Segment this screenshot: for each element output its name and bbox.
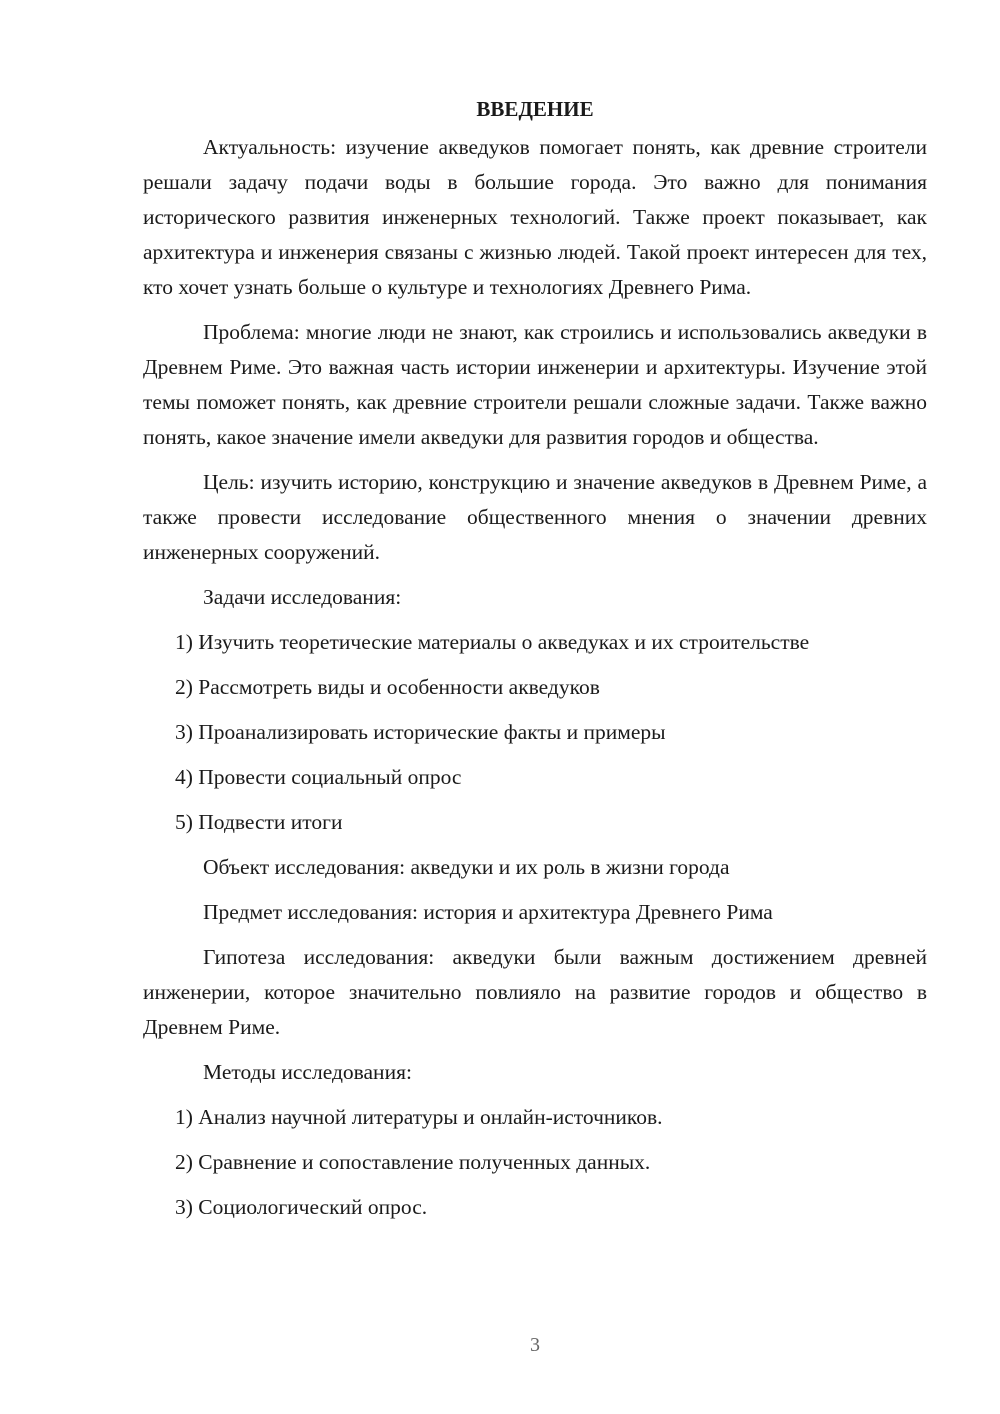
task-item: 5) Подвести итоги xyxy=(175,810,343,834)
method-item: 2) Сравнение и сопоставление полученных данных. xyxy=(175,1150,651,1174)
hypothesis-paragraph: Гипотеза исследования: акведуки были важным достижением древней инженерии, которое значительно повлияло на развитие городов и общество в Древнем Риме. xyxy=(143,945,927,1039)
method-item: 1) Анализ научной литературы и онлайн-источников. xyxy=(175,1105,663,1129)
research-subject: Предмет исследования: история и архитектура Древнего Рима xyxy=(203,900,773,924)
section-heading: ВВЕДЕНИЕ xyxy=(476,97,594,121)
document-body xyxy=(143,92,927,1235)
task-item: 4) Провести социальный опрос xyxy=(175,765,462,789)
research-object: Объект исследования: акведуки и их роль в жизни города xyxy=(203,855,730,879)
task-item: 2) Рассмотреть виды и особенности акведуков xyxy=(175,675,600,699)
page-number: 3 xyxy=(530,1334,540,1356)
methods-title: Методы исследования: xyxy=(203,1060,412,1084)
tasks-title: Задачи исследования: xyxy=(203,585,402,609)
relevance-paragraph: Актуальность: изучение акведуков помогает понять, как древние строители решали задачу подачи воды в большие города. Это важно для понимания исторического развития инженерных технологий. Также проект показывает, как архитектура и инженерия связаны с жизнью людей. Такой проект интересен для тех, кто хочет узнать больше о культуре и технологиях Древнего Рима. xyxy=(143,135,927,299)
problem-paragraph: Проблема: многие люди не знают, как строились и использовались акведуки в Древнем Риме. Это важная часть истории инженерии и архитектуры. Изучение этой темы поможет понять, как древние строители решали сложные задачи. Также важно понять, какое значение имели акведуки для развития городов и общества. xyxy=(143,320,927,449)
goal-paragraph: Цель: изучить историю, конструкцию и значение акведуков в Древнем Риме, а также провести исследование общественного мнения о значении древних инженерных сооружений. xyxy=(143,470,927,564)
task-item: 1) Изучить теоретические материалы о акведуках и их строительстве xyxy=(175,630,810,654)
method-item: 3) Социологический опрос. xyxy=(175,1195,428,1219)
task-item: 3) Проанализировать исторические факты и примеры xyxy=(175,720,666,744)
